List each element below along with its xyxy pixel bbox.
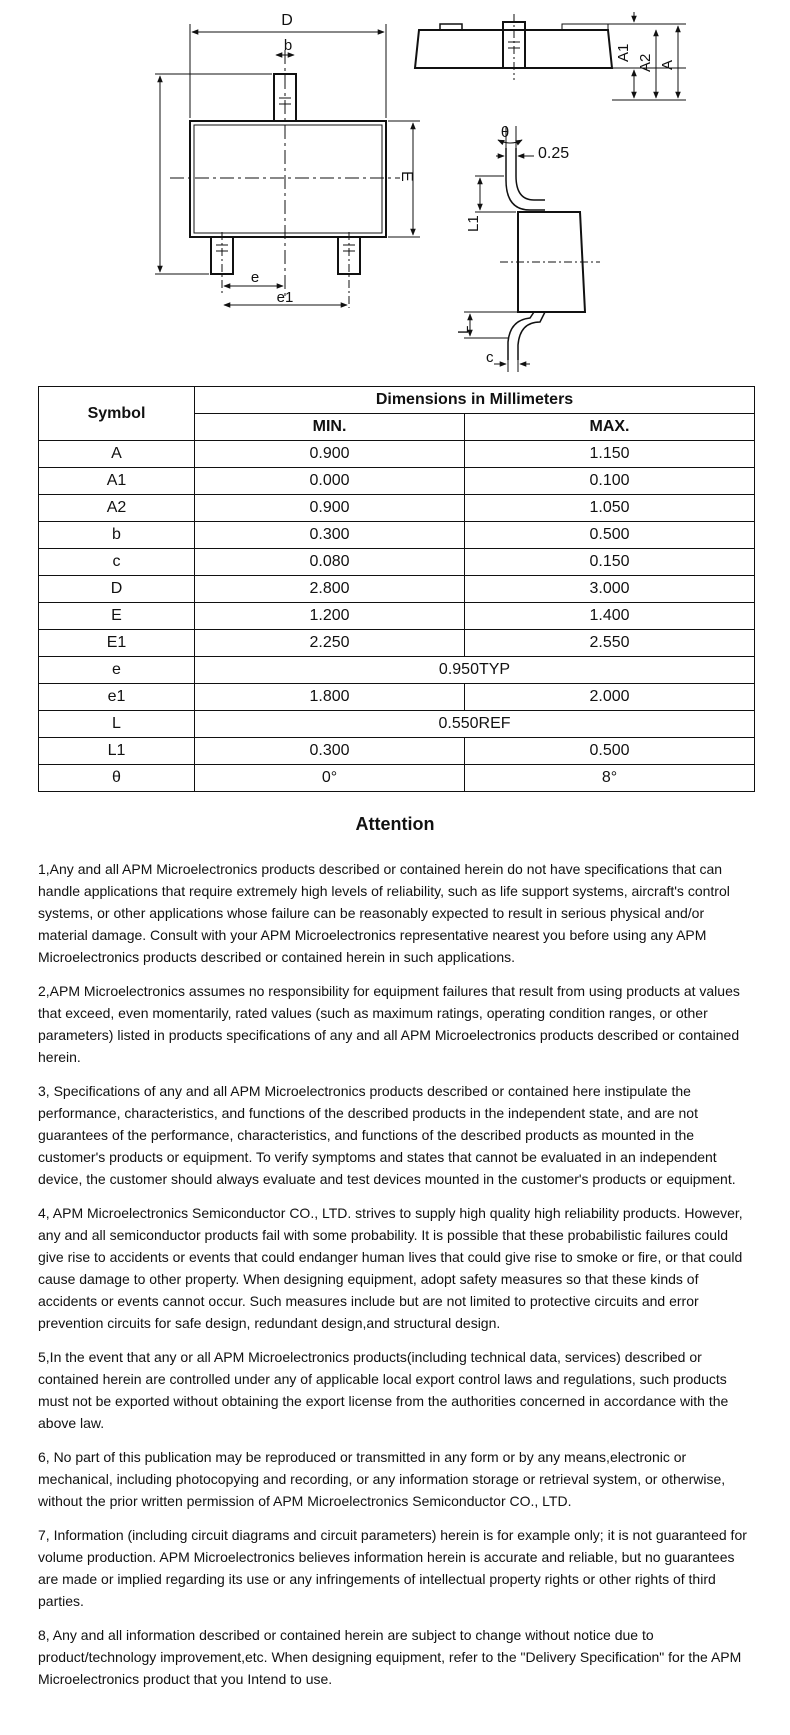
note-paragraph: 4, APM Microelectronics Semiconductor CO., LTD. strives to supply high quality high reliability products. However, any and all semiconductor products fail with some probability. It is possible that these probabilistic failures could give rise to accidents or events that could endanger human lives that could give rise to smoke or fire, or that could cause damage to other property. When designing equipment, adopt safety measures so that these kinds of accidents or events cannot occur. Such measures include but are not limited to protective circuits and error prevention circuits for safe design, redundant design,and structural design. (38, 1205, 743, 1331)
attention-notes (38, 858, 754, 1702)
cell-symbol: L (39, 711, 195, 738)
cell-max: 0.150 (465, 549, 755, 576)
note-paragraph: 2,APM Microelectronics assumes no responsibility for equipment failures that result from using products at values that exceed, even momentarily, rated values (such as maximum ratings, operating condition ranges, or other parameters) listed in products specifications of any and all APM Microelectronics products described or contained herein. (38, 983, 740, 1065)
note-paragraph: 5,In the event that any or all APM Microelectronics products(including technical data, services) described or contained herein are controlled under any of applicable local export control laws and regulations, such products must not be exported without obtaining the export license from the authorities concerned in accordance with the above law. (38, 1349, 729, 1431)
table-row (39, 711, 755, 738)
label-A: A (659, 59, 676, 70)
cell-min: 0.900 (195, 441, 465, 468)
cell-min: 1.200 (195, 603, 465, 630)
cell-max: 1.400 (465, 603, 755, 630)
cell-max: 3.000 (465, 576, 755, 603)
min-header: MIN. (195, 414, 465, 441)
cell-typical: 0.950TYP (195, 657, 755, 684)
body-outline (190, 121, 386, 237)
table-row (39, 765, 755, 792)
table-row (39, 441, 755, 468)
label-e: e (250, 269, 260, 286)
cell-max: 2.550 (465, 630, 755, 657)
symbol-header: Symbol (39, 387, 195, 441)
cell-symbol: b (39, 522, 195, 549)
max-header: MAX. (465, 414, 755, 441)
label-theta: θ (500, 124, 510, 141)
cell-min: 0.300 (195, 738, 465, 765)
cell-symbol: E (39, 603, 195, 630)
table-row (39, 684, 755, 711)
top-view (155, 24, 420, 308)
cell-symbol: e1 (39, 684, 195, 711)
table-row (39, 495, 755, 522)
cell-max: 0.500 (465, 522, 755, 549)
cell-min: 0.900 (195, 495, 465, 522)
table-row (39, 738, 755, 765)
cell-symbol: A2 (39, 495, 195, 522)
cell-min: 1.800 (195, 684, 465, 711)
cell-symbol: A (39, 441, 195, 468)
cell-symbol: E1 (39, 630, 195, 657)
cell-symbol: L1 (39, 738, 195, 765)
cell-min: 0.080 (195, 549, 465, 576)
dimensions-group-header: Dimensions in Millimeters (195, 387, 755, 414)
table-row (39, 630, 755, 657)
label-E: E (398, 171, 415, 182)
cell-min: 2.250 (195, 630, 465, 657)
table-row (39, 657, 755, 684)
cell-reference: 0.550REF (195, 711, 755, 738)
cell-min: 0.300 (195, 522, 465, 549)
cell-max: 2.000 (465, 684, 755, 711)
table-row (39, 468, 755, 495)
label-D: D (281, 12, 293, 29)
table-row (39, 576, 755, 603)
note-paragraph: 7, Information (including circuit diagrams and circuit parameters) herein is for example only; it is not guaranteed for volume production. APM Microelectronics believes information herein is accurate and reliable, but no guarantees are made or implied regarding its use or any infringements of intellectual property rights or other rights of third parties. (38, 1527, 747, 1609)
cell-max: 8° (465, 765, 755, 792)
note-paragraph: 1,Any and all APM Microelectronics products described or contained herein do not have specifications that can handle applications that require extremely high levels of reliability, such as life support systems, aircraft's control systems, or other applications whose failure can be reasonably expected to result in serious physical and/or material damage. Consult with your APM Microelectronics representative nearest you before using any APM Microelectronics products described or contained herein in such applications. (38, 861, 730, 965)
table-row (39, 522, 755, 549)
label-b: b (283, 37, 293, 54)
cell-symbol: c (39, 549, 195, 576)
note-paragraph: 3, Specifications of any and all APM Microelectronics products described or contained here instipulate the performance, characteristics, and functions of the described products in the independent state, and are not guarantees of the performance, characteristics, and functions of the described products as mounted in the customer's products or equipment. To verify symptoms and states that cannot be evaluated in an independent device, the customer should always evaluate and test devices mounted in the customer's products or equipment. (38, 1083, 736, 1187)
label-e1: e1 (276, 289, 294, 306)
attention-heading: Attention (355, 814, 435, 834)
package-outline-drawing (0, 0, 790, 380)
cell-max: 0.100 (465, 468, 755, 495)
cell-max: 1.150 (465, 441, 755, 468)
cell-min: 2.800 (195, 576, 465, 603)
cell-min: 0.000 (195, 468, 465, 495)
cell-symbol: θ (39, 765, 195, 792)
cell-symbol: D (39, 576, 195, 603)
label-A2: A2 (637, 53, 654, 72)
label-A1: A1 (615, 43, 632, 62)
note-paragraph: 6, No part of this publication may be reproduced or transmitted in any form or by any means,electronic or mechanical, including photocopying and recording, or any information storage or retrieval system, or otherwise, without the prior written permission of APM Microelectronics Semiconductor CO., LTD. (38, 1449, 726, 1509)
cell-max: 1.050 (465, 495, 755, 522)
cell-symbol: A1 (39, 468, 195, 495)
label-L1: L1 (465, 215, 482, 232)
note-paragraph: 8, Any and all information described or contained herein are subject to change without notice due to product/technology improvement,etc. When designing equipment, refer to the "Delivery Specification" for the APM Microelectronics product that you Intend to use. (38, 1627, 742, 1687)
dimensions-table (38, 386, 755, 792)
cell-symbol: e (39, 657, 195, 684)
table-row (39, 549, 755, 576)
table-row (39, 603, 755, 630)
cell-max: 0.500 (465, 738, 755, 765)
lead-detail-view (464, 126, 600, 372)
cell-min: 0° (195, 765, 465, 792)
label-0.25: 0.25 (538, 145, 570, 162)
table-body (39, 441, 755, 792)
body-inner-outline (194, 125, 382, 233)
label-L: L (455, 325, 472, 334)
label-c: c (486, 349, 494, 366)
